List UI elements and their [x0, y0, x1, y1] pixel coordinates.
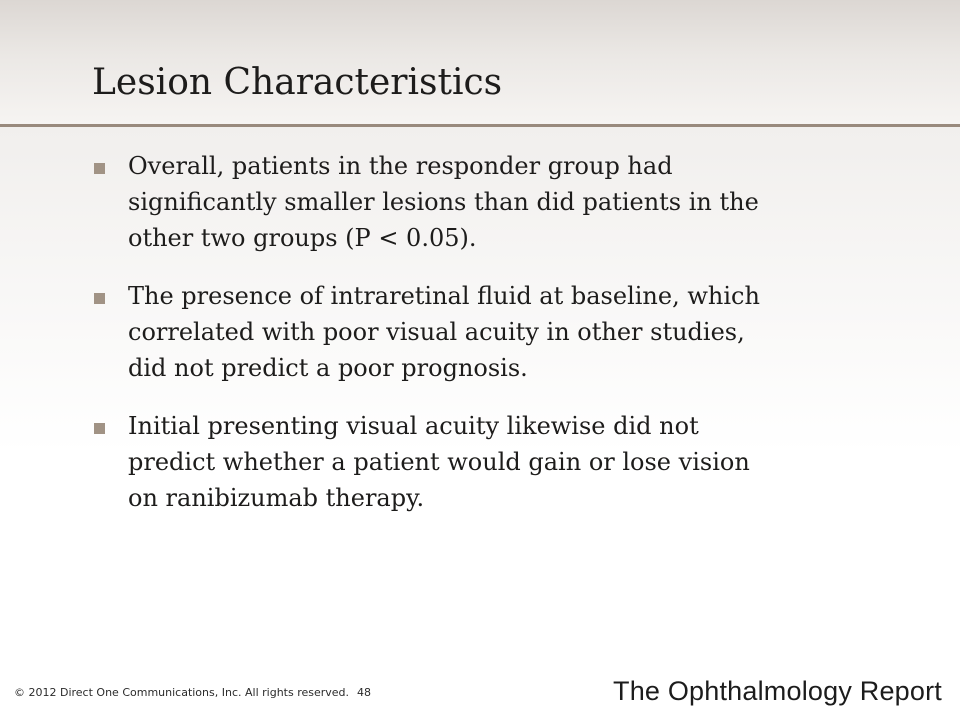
title-area: [0, 0, 960, 124]
bullet-text: The presence of intraretinal fluid at baseline, which correlated with poor visual acuity in other studies, did not predict a poor prognosis.: [128, 282, 760, 382]
square-bullet-icon: [94, 163, 105, 174]
bullet-text: Overall, patients in the responder group had significantly smaller lesions than did patients in the other two groups (P < 0.05).: [128, 152, 759, 252]
bullet-item: [92, 148, 872, 256]
bullet-item: [92, 278, 872, 386]
bullet-item: [92, 408, 872, 516]
bullet-text: Initial presenting visual acuity likewise did not predict whether a patient would gain or lose vision on ranibizumab therapy.: [128, 412, 750, 512]
square-bullet-icon: [94, 293, 105, 304]
footer-copyright: © 2012 Direct One Communications, Inc. All rights reserved.: [14, 686, 350, 699]
bullet-list: [92, 148, 872, 538]
brand-logo-text: The Ophthalmology Report: [613, 676, 942, 706]
page-number: 48: [357, 686, 371, 699]
square-bullet-icon: [94, 423, 105, 434]
slide-title: Lesion Characteristics: [92, 62, 503, 103]
